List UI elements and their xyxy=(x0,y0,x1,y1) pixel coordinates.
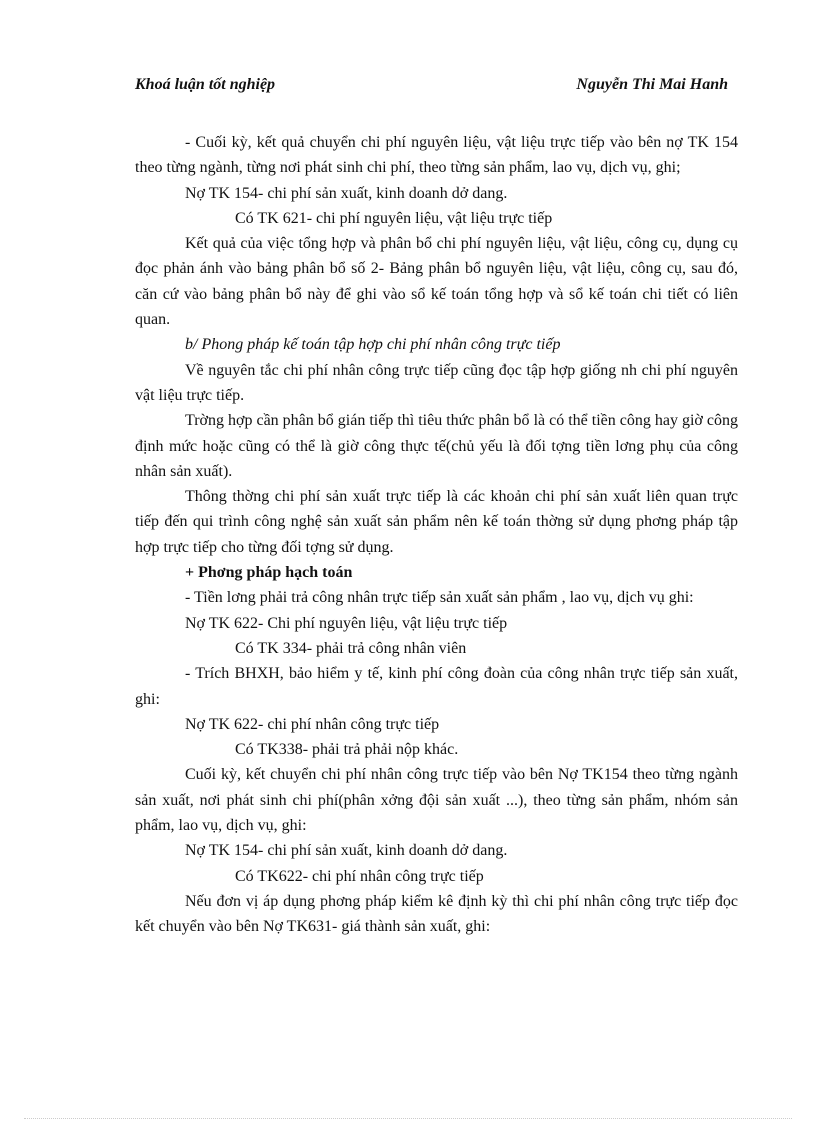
page-header xyxy=(135,76,728,94)
paragraph: Về nguyên tắc chi phí nhân công trực tiếp cũng đọc tập hợp giống nh chi phí nguyên vật liệu trực tiếp. xyxy=(135,361,738,404)
paragraph: - Tiền lơng phải trả công nhân trực tiếp sản xuất sản phẩm , lao vụ, dịch vụ ghi: xyxy=(185,589,694,607)
page-bottom-divider xyxy=(24,1118,792,1119)
paragraph: - Trích BHXH, bảo hiểm y tế, kinh phí công đoàn của công nhân trực tiếp sản xuất, ghi: xyxy=(135,665,738,708)
method-heading: + Phơng pháp hạch toán xyxy=(185,564,353,582)
entry-debit: Nợ TK 622- chi phí nhân công trực tiếp xyxy=(185,715,440,733)
entry-debit: Nợ TK 622- Chi phí nguyên liệu, vật liệu trực tiếp xyxy=(185,614,508,632)
entry-credit: Có TK338- phải trả phải nộp khác. xyxy=(235,741,459,759)
paragraph: - Cuối kỳ, kết quả chuyển chi phí nguyên liệu, vật liệu trực tiếp vào bên nợ TK 154 theo từng ngành, từng nơi phát sinh chi phí, theo từng sản phẩm, lao vụ, dịch vụ, ghi; xyxy=(135,134,738,177)
entry-debit: Nợ TK 154- chi phí sản xuất, kinh doanh dở dang. xyxy=(185,842,508,860)
thesis-label: Khoá luận tốt nghiệp xyxy=(135,76,276,93)
entry-credit: Có TK 621- chi phí nguyên liệu, vật liệu trực tiếp xyxy=(235,209,553,227)
paragraph: Kết quả của việc tổng hợp và phân bổ chi phí nguyên liệu, vật liệu, công cụ, dụng cụ đọc phản ánh vào bảng phân bổ số 2- Bảng phân bổ nguyên liệu, vật liệu, công cụ, sau đó, căn cứ vào bảng phân bổ này để ghi vào sổ kế toán tổng hợp và sổ kế toán chi tiết có liên quan. xyxy=(135,235,738,329)
paragraph: Thông thờng chi phí sản xuất trực tiếp là các khoản chi phí sản xuất liên quan trực tiếp đến qui trình công nghệ sản xuất sản phẩm nên kế toán thờng sử dụng phơng pháp tập hợp trực tiếp cho từng đối tợng sử dụng. xyxy=(135,488,738,556)
paragraph: Cuối kỳ, kết chuyển chi phí nhân công trực tiếp vào bên Nợ TK154 theo từng ngành sản xuất, nơi phát sinh chi phí(phân xởng đội sản xuất ...), theo từng sản phẩm, nhóm sản phẩm, lao vụ, dịch vụ, ghi: xyxy=(135,766,738,835)
entry-credit: Có TK622- chi phí nhân công trực tiếp xyxy=(235,867,484,885)
entry-debit: Nợ TK 154- chi phí sản xuất, kinh doanh dở dang. xyxy=(185,184,508,202)
document-body xyxy=(135,130,738,940)
paragraph: Nếu đơn vị áp dụng phơng pháp kiểm kê định kỳ thì chi phí nhân công trực tiếp đọc kết chuyển vào bên Nợ TK631- giá thành sản xuất, ghi: xyxy=(135,892,738,936)
author-name: Nguyễn Thi Mai Hanh xyxy=(576,76,728,93)
section-heading: b/ Phong pháp kế toán tập hợp chi phí nhân công trực tiếp xyxy=(185,336,561,354)
entry-credit: Có TK 334- phải trả công nhân viên xyxy=(235,639,467,657)
paragraph: Trờng hợp cần phân bổ gián tiếp thì tiêu thức phân bổ là có thể tiền công hay giờ công định mức hoặc cũng có thể là giờ công thực tế(chủ yếu là đối tợng tiền lơng phụ của công nhân sản xuất). xyxy=(135,412,738,480)
